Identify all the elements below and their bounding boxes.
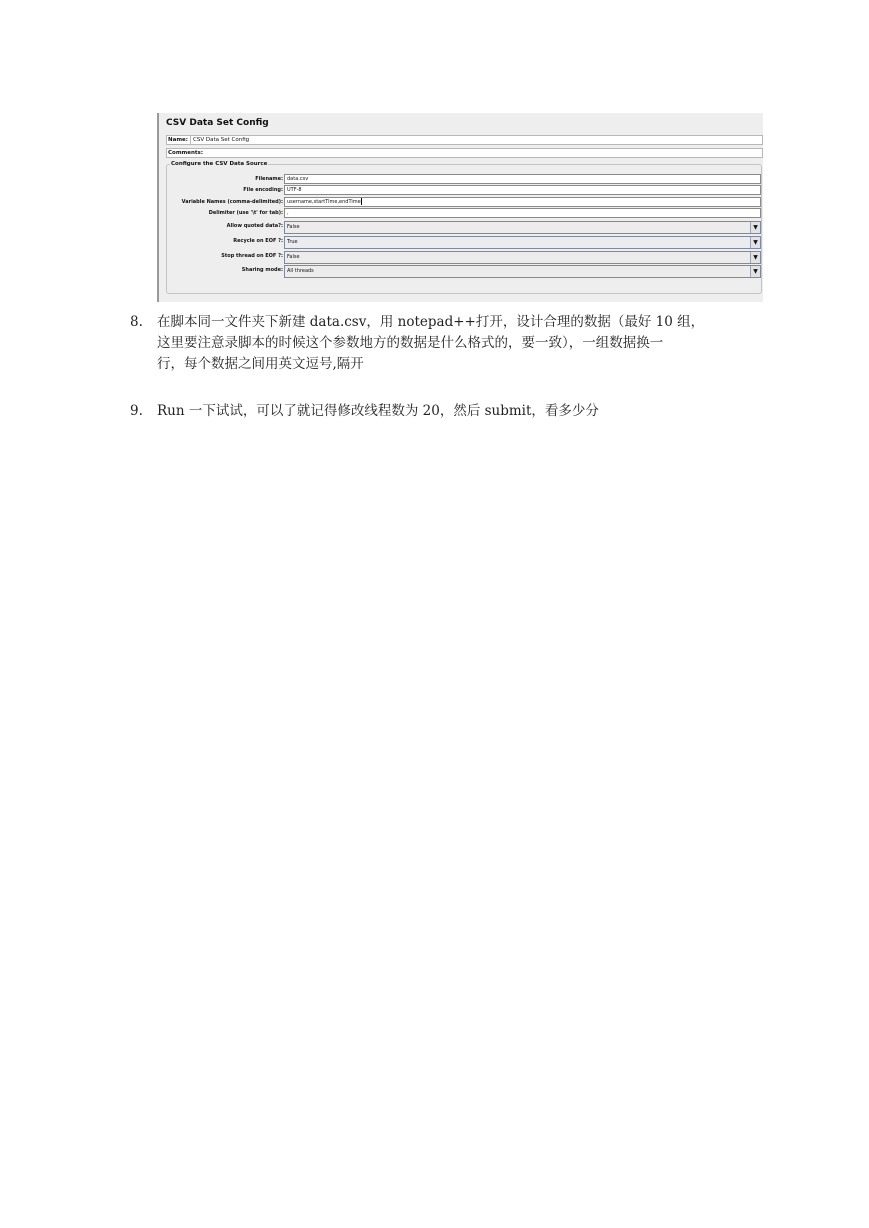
step-line: Run 一下试试，可以了就记得修改线程数为 20，然后 submit，看多少分: [157, 403, 599, 419]
file-encoding-label: File encoding:: [243, 187, 283, 193]
sharing-mode-row: [167, 265, 763, 276]
csv-data-set-config-screenshot: [157, 113, 763, 302]
panel-title: CSV Data Set Config: [166, 118, 269, 128]
allow-quoted-label: Allow quoted data?:: [226, 223, 283, 229]
file-encoding-field[interactable]: UTF-8: [284, 185, 761, 195]
group-title: Configure the CSV Data Source: [171, 161, 268, 167]
name-row: [166, 135, 763, 145]
step-line: 行，每个数据之间用英文逗号,隔开: [157, 356, 364, 372]
file-encoding-row: [167, 185, 763, 196]
stop-thread-eof-label: Stop thread on EOF ?:: [221, 253, 283, 259]
recycle-eof-select[interactable]: [284, 236, 761, 249]
delimiter-field[interactable]: ,: [284, 208, 761, 218]
csv-data-source-group: [166, 161, 762, 294]
variable-names-label: Variable Names (comma-delimited):: [181, 199, 283, 205]
recycle-eof-row: [167, 236, 763, 247]
comments-row: [166, 148, 763, 158]
chevron-down-icon[interactable]: ▼: [750, 222, 760, 233]
step-text: [157, 401, 743, 422]
allow-quoted-value: False: [287, 224, 300, 230]
step-number: 8.: [130, 314, 143, 330]
delimiter-label: Delimiter (use '\t' for tab):: [208, 210, 283, 216]
comments-label: Comments:: [168, 150, 204, 156]
name-label: Name:: [168, 137, 188, 143]
chevron-down-icon[interactable]: ▼: [750, 237, 760, 248]
delimiter-row: [167, 208, 763, 219]
step-line: 这里要注意录脚本的时候这个参数地方的数据是什么格式的，要一致），一组数据换一: [157, 335, 664, 351]
sharing-mode-select[interactable]: [284, 265, 761, 278]
step-line: 在脚本同一文件夹下新建 data.csv，用 notepad++打开，设计合理的数据（最好 10 组，: [157, 314, 705, 330]
sharing-mode-label: Sharing mode:: [241, 267, 283, 273]
chevron-down-icon[interactable]: ▼: [750, 252, 760, 263]
variable-names-field[interactable]: [284, 197, 761, 207]
recycle-eof-label: Recycle on EOF ?:: [233, 238, 283, 244]
step-text: [157, 312, 743, 375]
allow-quoted-row: [167, 221, 763, 232]
variable-names-value: username,startTime,endTime: [287, 199, 361, 205]
filename-label: Filename:: [255, 176, 283, 182]
text-cursor: [361, 198, 362, 205]
chevron-down-icon[interactable]: ▼: [750, 266, 760, 277]
variable-names-row: [167, 197, 763, 208]
filename-row: [167, 174, 763, 185]
filename-field[interactable]: data.csv: [284, 174, 761, 184]
name-field[interactable]: CSV Data Set Config: [190, 136, 762, 144]
step-number: 9.: [130, 403, 143, 419]
stop-thread-eof-value: False: [287, 254, 300, 260]
allow-quoted-select[interactable]: [284, 221, 761, 234]
stop-thread-eof-row: [167, 251, 763, 262]
recycle-eof-value: True: [287, 239, 298, 245]
sharing-mode-value: All threads: [287, 268, 314, 274]
stop-thread-eof-select[interactable]: [284, 251, 761, 264]
